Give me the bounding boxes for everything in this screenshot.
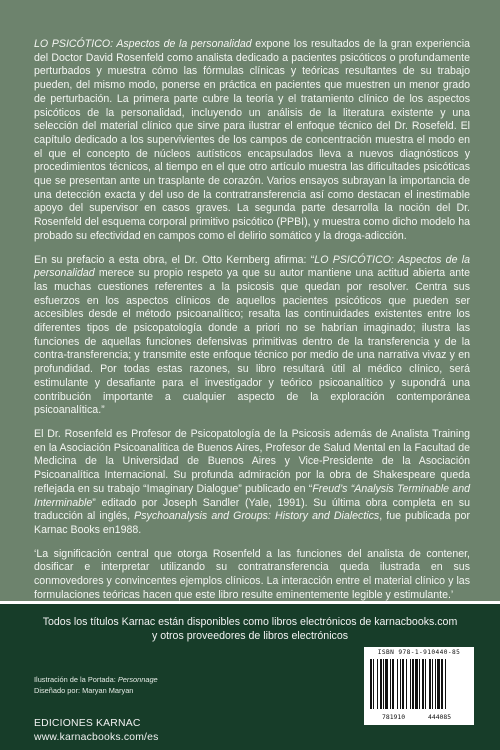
barcode — [364, 647, 474, 725]
barcode-left-digits: 781910 — [382, 713, 406, 721]
book-title-italic: LO PSICÓTICO: Aspectos de la personalidad — [34, 38, 252, 50]
footer-band — [0, 604, 500, 750]
design-credit-value: Maryan Maryan — [82, 686, 134, 695]
endorsement-quote: ‘La significación central que otorga Rosenfeld a las funciones del analista de contener, dosificar e interpretar utilizando su contratransferencia queda ilustrada en sus conmovedores y convincentes ejemplos clínicos. La interacción entre el material clínico y las formulaciones teóricas hacen que este libro resulte eminentemente legible y estimulante.’ — [34, 547, 470, 601]
preface-text: merece su propio respeto ya que su autor mantiene una actitud abierta ante las muchas cuestiones referentes a la psicosis que quedan por resolver. Centra sus esfuerzos en los aspectos clínicos de aquellos pacientes psicóticos que pueden ser accesibles desde el método psicoanalítico; resalta las continuidades existentes entre los diferentes tipos de psicopatología donde a priori no se habrían imaginado; ilustra las funciones de aquellas funciones defensivas primitivas dentro de la transferencia y de la contra-transferencia; y transmite este enfoque técnico por medio de una narrativa vivaz y en profundidad. Por todas estas razones, su libro resultará útil al médico clínico, será estimulante y desafiante para el investigador y teórico psicoanalítico y supondrá una contribución importante a cualquier aspecto de la exploración contemporánea psicoanalítica.” — [34, 267, 470, 417]
cover-credit-value: Personnage — [117, 675, 158, 684]
description-paragraph — [34, 38, 470, 244]
isbn-text: ISBN 978-1-910440-85 — [377, 649, 461, 656]
bio-text-1: El Dr. Rosenfeld es Profesor de Psicopatología de la Psicosis además de Analista Training en la Asociación Psicoanalítica de Buenos Aires, Profesor de Salud Mental en la Facultad de Medicina de la Universidad de Buenos Aires y Vice-Presidente de la Asociación Psicoanalítica Internacional. Su profunda admiración por la obra de Shakespeare queda reflejada en su trabajo “Imaginary Dialogue” publicado en “ — [34, 427, 470, 495]
cover-credit-label: Ilustración de la Portada: — [34, 675, 118, 684]
description-text: expone los resultados de la gran experiencia del Doctor David Rosenfeld como analista dedicado a pacientes psicóticos o profundamente perturbados y muestra cómo las fórmulas clínicas y teóricas resultantes de su trabajo pueden, del mismo modo, ponerse en práctica en pacientes que muestren un menor grado de perturbación. La primera parte cubre la teoría y el tratamiento clínico de los aspectos psicóticos de la personalidad, incluyendo un análisis de la literatura existente y una selección del material clínico que sirve para ilustrar el enfoque técnico del Dr. Rosefeld. El capítulo dedicado a los supervivientes de los campos de concentración muestra el modo en el que el concepto de núcleos autísticos encapsulados lleva a nuevos diagnósticos y procedimientos técnicos, al tiempo en el que otro artículo muestra las dificultades psicóticas que se presentan ante un trasplante de corazón. Varios ensayos subrayan la importancia de una detección exacta y del uso de la contratransferencia así como destacan el inestimable apoyo del supervisor en casos graves. La segunda parte desarrolla la noción del Dr. Rosenfeld del esquema corporal primitivo psicótico (PPBI), y muestra como dicho modelo ha probado su efectividad en campos como el delirio somático y la droga-adicción. — [34, 38, 470, 242]
bio-text-3: , fue publicada por Karnac Books en1988. — [34, 510, 470, 536]
design-credit — [34, 685, 158, 696]
preface-intro: En su prefacio a esta obra, el Dr. Otto Kernberg afirma: “ — [34, 253, 315, 266]
cover-credit — [34, 674, 158, 685]
author-bio-paragraph — [34, 428, 470, 538]
bio-freud-title: Freud’s “Analysis Terminable and Interminable — [34, 482, 470, 509]
design-credit-label: Diseñado por: — [34, 686, 83, 695]
barcode-right-digits: 444085 — [428, 713, 452, 721]
ebooks-line-1: Todos los títulos Karnac están disponibles como libros electrónicos de karnacbooks.com — [42, 616, 458, 628]
preface-title-italic: LO PSICÓTICO: Aspectos de la personalidad — [34, 253, 470, 280]
barcode-bars-icon — [368, 659, 470, 713]
preface-paragraph — [34, 254, 470, 418]
publisher-url[interactable]: www.karnacbooks.com/es — [34, 732, 159, 743]
publisher-block — [34, 717, 159, 745]
back-cover-text — [34, 38, 470, 618]
bio-text-2: ” editado por Joseph Sandler (Yale, 1991). Su última obra completa en su traducción al inglés, — [34, 496, 470, 523]
ebooks-notice — [20, 615, 480, 643]
bio-book-title: Psychoanalysis and Groups: History and Dialectics — [134, 510, 380, 523]
credits — [34, 674, 158, 696]
publisher-name: EDICIONES KARNAC — [34, 718, 141, 729]
ebooks-line-2: y otros proveedores de libros electrónicos — [151, 630, 349, 642]
